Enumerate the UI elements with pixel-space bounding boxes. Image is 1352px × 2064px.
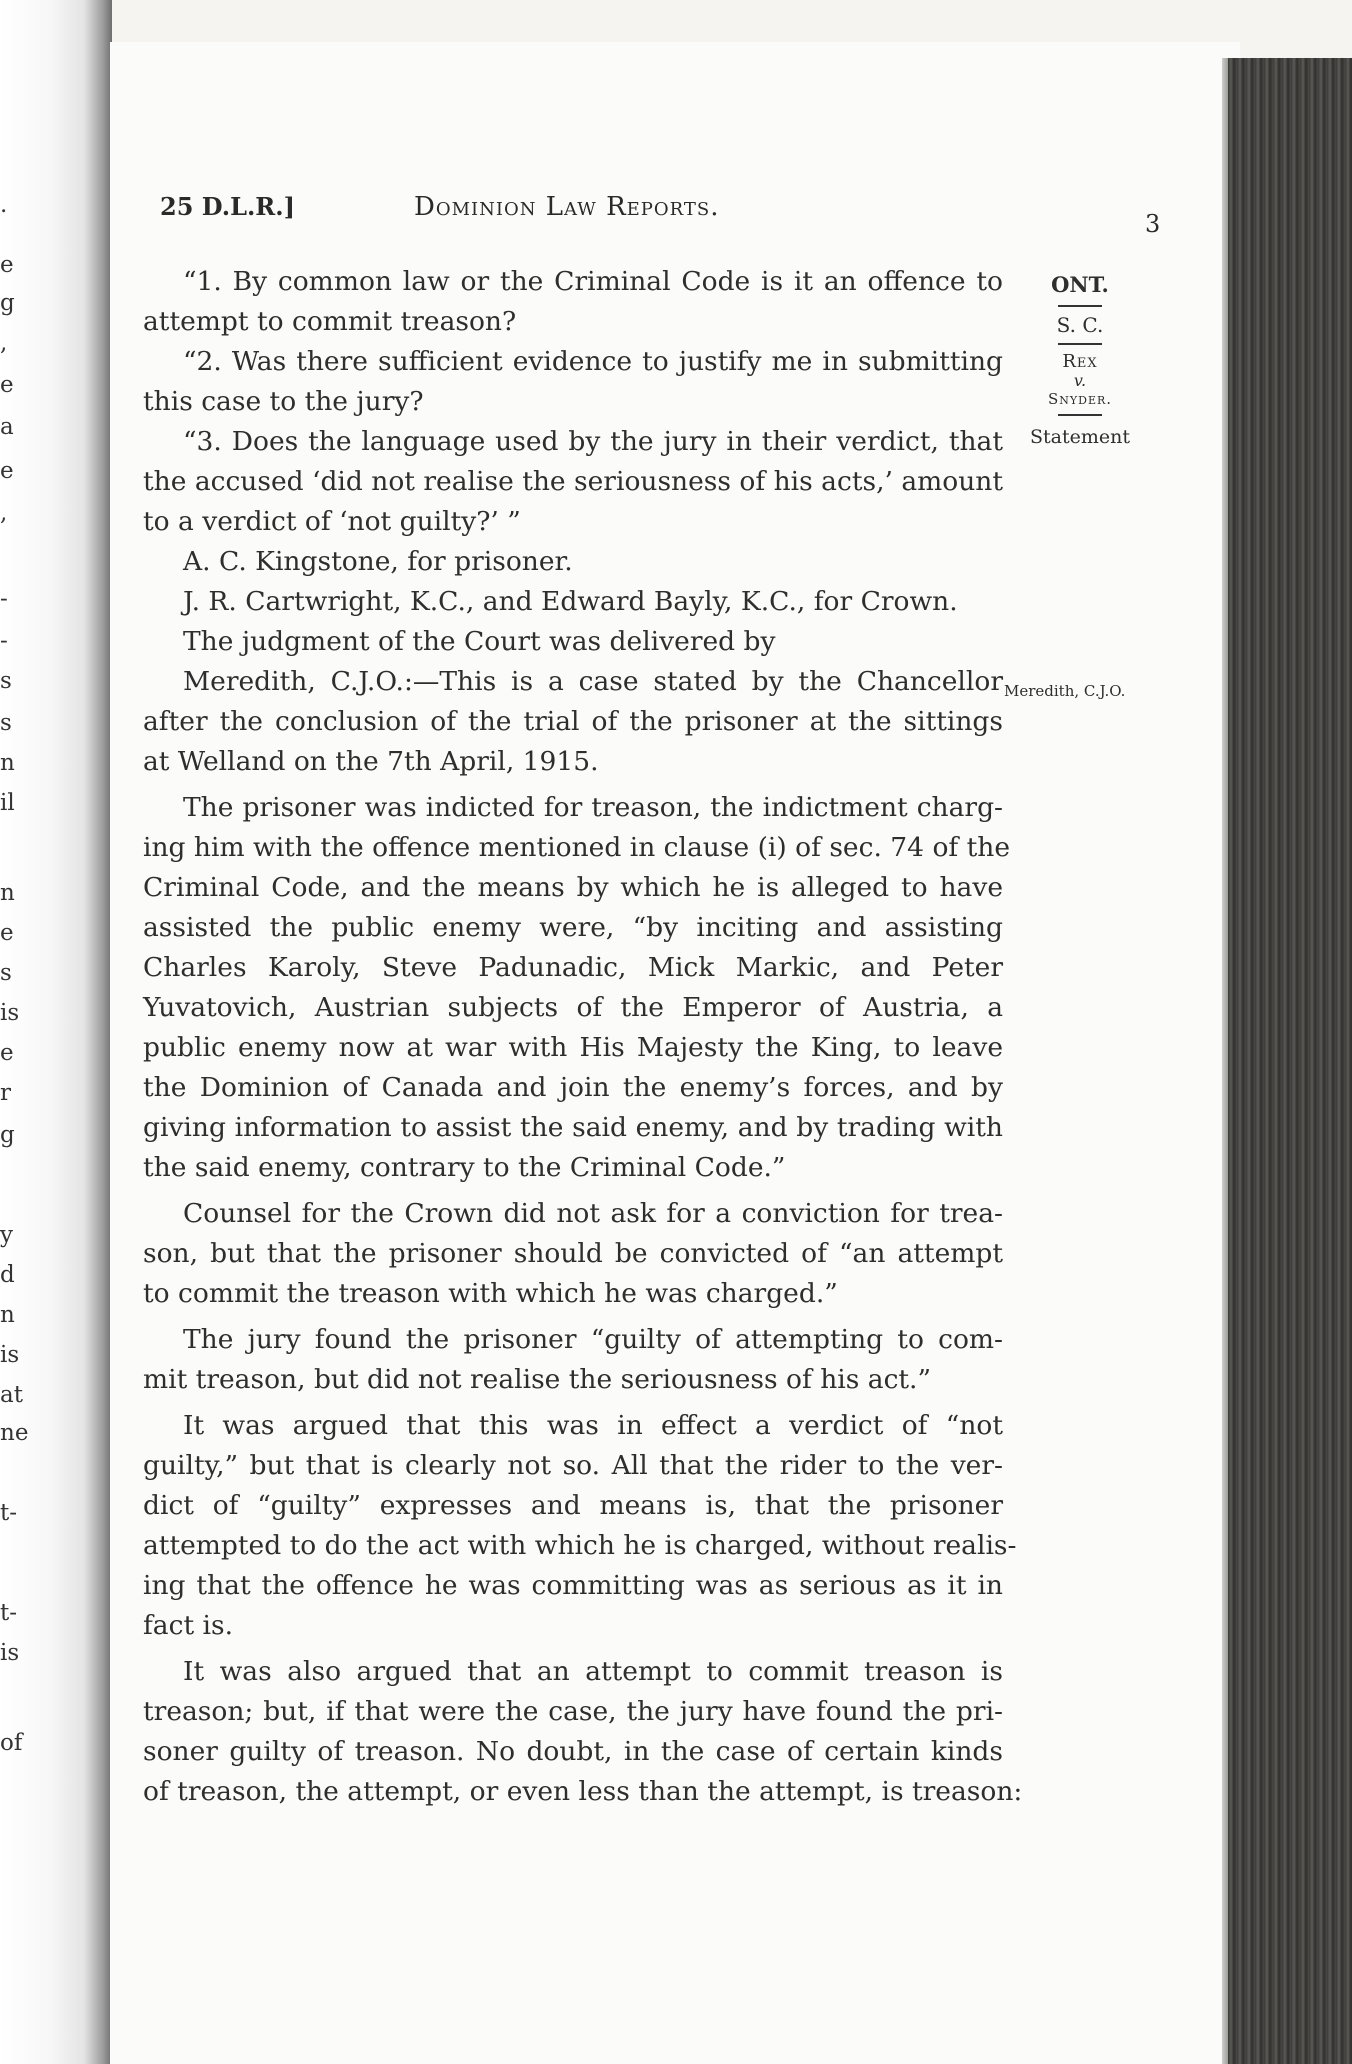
edge-fragment: n: [0, 1302, 15, 1328]
volume-reference: 25 D.L.R.]: [160, 192, 295, 221]
text-line: Meredith, C.J.O.:—This is a case stated by the Chancellor: [183, 666, 1003, 697]
edge-fragment: t-: [0, 1500, 18, 1526]
edge-fragment: is: [0, 1000, 20, 1026]
judge-margin-note: Meredith, C.J.O.: [1004, 682, 1126, 700]
text-line: dict of “guilty” expresses and means is, that the prisoner: [143, 1490, 1003, 1521]
text-line: the said enemy, contrary to the Criminal Code.”: [143, 1152, 786, 1183]
text-line: ing that the offence he was committing was as serious as it in: [143, 1570, 1003, 1601]
edge-fragment: e: [0, 372, 14, 398]
text-line: A. C. Kingstone, for prisoner.: [183, 546, 573, 577]
left-page-edge-fragments: [0, 0, 29, 2064]
edge-fragment: t-: [0, 1600, 18, 1626]
text-line: of treason, the attempt, or even less than the attempt, is treason:: [143, 1776, 1023, 1807]
text-line: The prisoner was indicted for treason, the indictment charg-: [183, 792, 1003, 823]
text-line: soner guilty of treason. No doubt, in the case of certain kinds: [143, 1736, 1003, 1767]
edge-fragment: s: [0, 960, 12, 986]
body-text: [143, 262, 1023, 1812]
edge-fragment: r: [0, 1080, 11, 1106]
edge-fragment: e: [0, 920, 14, 946]
text-line: Yuvatovich, Austrian subjects of the Emperor of Austria, a: [143, 992, 1003, 1023]
text-line: It was also argued that an attempt to commit treason is: [183, 1656, 1003, 1687]
edge-fragment: g: [0, 290, 15, 316]
edge-fragment: is: [0, 1640, 20, 1666]
text-line: Counsel for the Crown did not ask for a conviction for trea-: [183, 1198, 1003, 1229]
text-line: The judgment of the Court was delivered by: [183, 626, 776, 657]
text-line: to a verdict of ‘not guilty?’ ”: [143, 506, 521, 537]
margin-notes: [1010, 272, 1150, 448]
edge-fragment: e: [0, 252, 14, 278]
edge-fragment: n: [0, 880, 15, 906]
edge-fragment: at: [0, 1382, 23, 1408]
edge-fragment: y: [0, 1222, 13, 1248]
text-line: this case to the jury?: [143, 386, 424, 417]
margin-rule: [1058, 343, 1102, 345]
text-line: son, but that the prisoner should be convicted of “an attempt: [143, 1238, 1003, 1269]
court-label: ONT.: [1051, 272, 1109, 297]
edge-fragment: e: [0, 458, 14, 484]
edge-fragment: -: [0, 628, 8, 654]
text-line: treason; but, if that were the case, the jury have found the pri-: [143, 1696, 1003, 1727]
text-line: fact is.: [143, 1610, 234, 1641]
text-line: “2. Was there sufficient evidence to justify me in submitting: [183, 346, 1003, 377]
edge-fragment: ,: [0, 500, 8, 526]
case-v: v.: [1073, 371, 1087, 390]
edge-fragment: il: [0, 790, 15, 816]
edge-fragment: d: [0, 1262, 15, 1288]
division-label: S. C.: [1056, 313, 1104, 337]
case-rex: Rex: [1062, 351, 1098, 372]
text-line: Charles Karoly, Steve Padunadic, Mick Markic, and Peter: [143, 952, 1003, 983]
text-line: ing him with the offence mentioned in clause (i) of sec. 74 of the: [143, 832, 1011, 863]
case-defendant: Snyder.: [1047, 390, 1113, 408]
edge-fragment: ,: [0, 330, 8, 356]
edge-fragment: .: [0, 192, 8, 218]
text-line: attempt to commit treason?: [143, 306, 517, 337]
margin-rule: [1058, 414, 1102, 416]
edge-fragment: g: [0, 1122, 15, 1148]
text-line: “3. Does the language used by the jury in their verdict, that: [183, 426, 1003, 457]
text-line: mit treason, but did not realise the seriousness of his act.”: [143, 1364, 932, 1395]
edge-fragment: -: [0, 586, 8, 612]
statement-label: Statement: [1030, 426, 1130, 448]
edge-fragment: e: [0, 1040, 14, 1066]
running-title: Dominion Law Reports.: [414, 192, 720, 222]
edge-fragment: is: [0, 1342, 20, 1368]
margin-rule: [1058, 305, 1102, 307]
edge-fragment: s: [0, 668, 12, 694]
running-header: [160, 192, 1161, 238]
edge-fragment: ne: [0, 1420, 29, 1446]
text-line: assisted the public enemy were, “by inciting and assisting: [143, 912, 1003, 943]
edge-fragment: s: [0, 710, 12, 736]
text-line: after the conclusion of the trial of the prisoner at the sittings: [143, 706, 1003, 737]
book-binding-edge: [1228, 58, 1352, 2064]
text-line: J. R. Cartwright, K.C., and Edward Bayly, K.C., for Crown.: [183, 586, 958, 617]
text-line: to commit the treason with which he was charged.”: [143, 1278, 838, 1309]
text-line: guilty,” but that is clearly not so. All that the rider to the ver-: [143, 1450, 1003, 1481]
text-line: attempted to do the act with which he is charged, without realis-: [143, 1530, 1017, 1561]
text-line: giving information to assist the said enemy, and by trading with: [143, 1112, 1003, 1143]
edge-fragment: n: [0, 750, 15, 776]
edge-fragment: of: [0, 1730, 23, 1756]
text-line: Criminal Code, and the means by which he is alleged to have: [143, 872, 1003, 903]
text-line: the Dominion of Canada and join the enemy’s forces, and by: [143, 1072, 1003, 1103]
text-line: It was argued that this was in effect a verdict of “not: [183, 1410, 1003, 1441]
page-number: 3: [1145, 210, 1161, 238]
text-line: public enemy now at war with His Majesty the King, to leave: [143, 1032, 1003, 1063]
text-line: at Welland on the 7th April, 1915.: [143, 746, 599, 777]
edge-fragment: a: [0, 414, 14, 440]
text-line: “1. By common law or the Criminal Code is it an offence to: [183, 266, 1003, 297]
text-line: The jury found the prisoner “guilty of attempting to com-: [183, 1324, 1003, 1355]
text-line: the accused ‘did not realise the seriousness of his acts,’ amount: [143, 466, 1004, 497]
